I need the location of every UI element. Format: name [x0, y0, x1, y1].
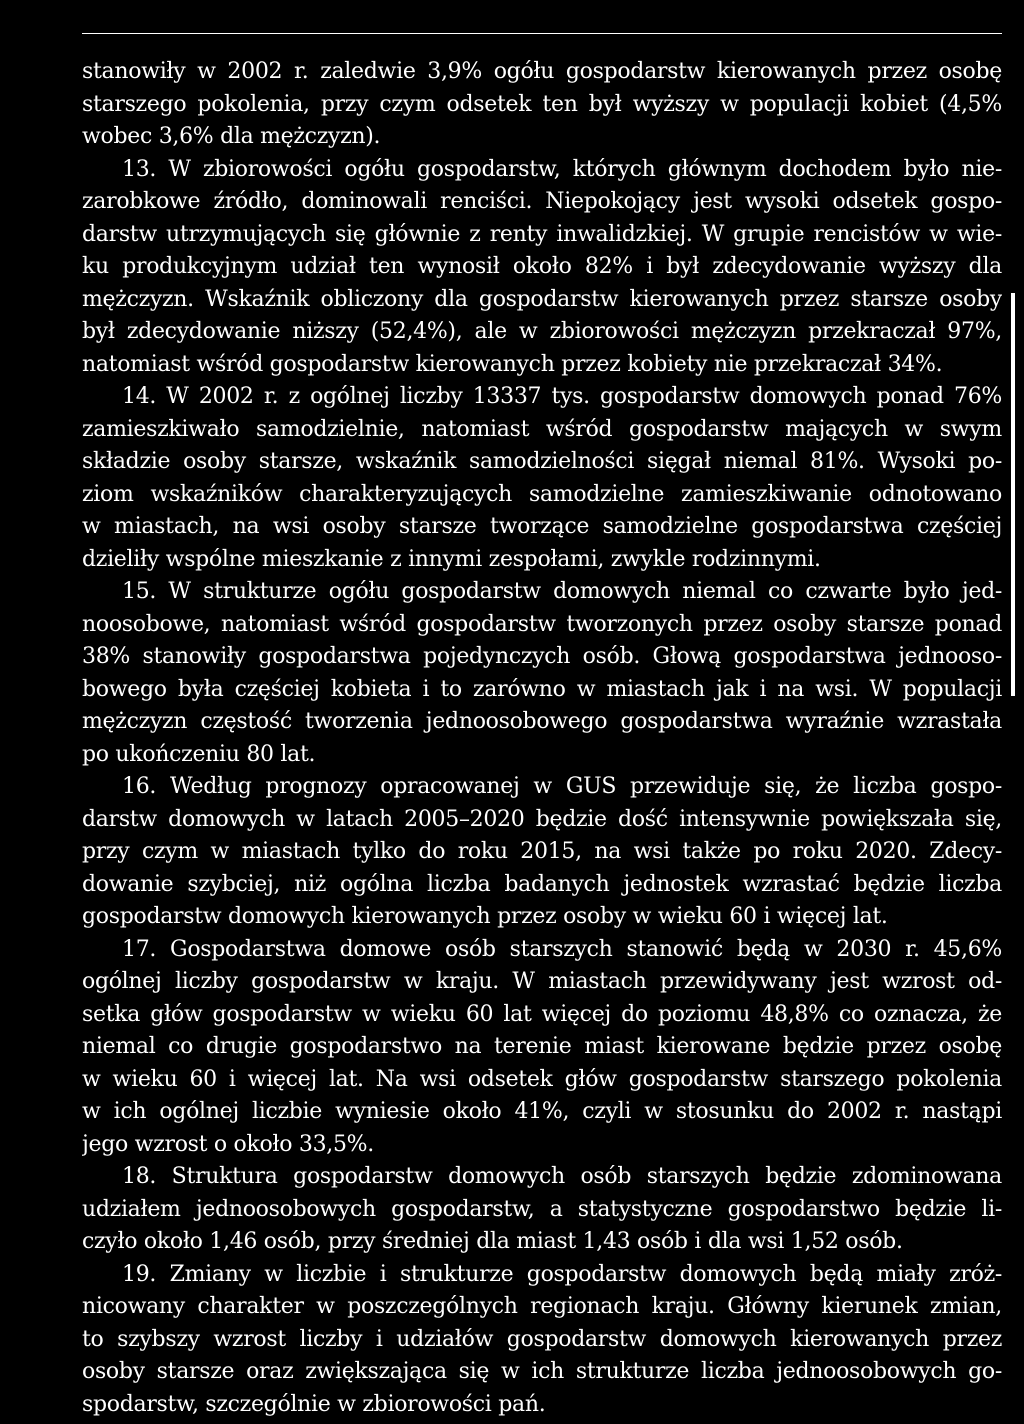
text-line: 13. W zbiorowości ogółu gospodarstw, których głównym dochodem było nie- — [122, 156, 1002, 182]
text-line: w ich ogólnej liczbie wyniesie około 41%, czyli w stosunku do 2002 r. nastąpi — [82, 1099, 1002, 1124]
text-line: ziom wskaźników charakteryzujących samodzielne zamieszkiwanie odnotowano — [82, 481, 1002, 507]
text-line: dowanie szybciej, niż ogólna liczba badanych jednostek wzrastać będzie liczba — [82, 871, 1002, 897]
text-line: osoby starsze oraz zwiększająca się w ich strukturze liczba jednoosobowych go- — [82, 1359, 1002, 1384]
text-line: starszego pokolenia, przy czym odsetek ten był wyższy w populacji kobiet (4,5% — [82, 91, 1002, 117]
top-rule — [82, 33, 1002, 34]
text-line: w wieku 60 i więcej lat. Na wsi odsetek głów gospodarstw starszego pokolenia — [82, 1066, 1002, 1092]
text-line: po ukończeniu 80 lat. — [82, 741, 316, 767]
text-line: dzieliły wspólne mieszkanie z innymi zespołami, zwykle rodzinnymi. — [82, 546, 821, 572]
text-line: natomiast wśród gospodarstw kierowanych przez kobiety nie przekraczał 34%. — [82, 351, 943, 377]
text-line: setka głów gospodarstw w wieku 60 lat więcej do poziomu 48,8% co oznacza, że — [82, 1001, 1002, 1027]
text-line: 18. Struktura gospodarstw domowych osób starszych będzie zdominowana — [122, 1164, 1002, 1189]
text-line: w miastach, na wsi osoby starsze tworzące samodzielne gospodarstwa częściej — [82, 514, 1002, 539]
text-line: mężczyzn częstość tworzenia jednoosobowego gospodarstwa wyraźnie wzrastała — [82, 709, 1002, 734]
text-line: 19. Zmiany w liczbie i strukturze gospodarstw domowych będą miały zróż- — [122, 1261, 1002, 1287]
text-line: noosobowe, natomiast wśród gospodarstw tworzonych przez osoby starsze ponad — [82, 611, 1002, 637]
text-line: 38% stanowiły gospodarstwa pojedynczych osób. Głową gospodarstwa jednooso- — [82, 644, 1002, 669]
text-line: darstw domowych w latach 2005–2020 będzie dość intensywnie powiększała się, — [82, 806, 1002, 832]
text-line: wobec 3,6% dla mężczyzn). — [82, 124, 381, 149]
margin-bar — [1011, 293, 1015, 696]
text-line: jego wzrost o około 33,5%. — [82, 1131, 374, 1157]
text-line: składzie osoby starsze, wskaźnik samodzielności sięgał niemal 81%. Wysoki po- — [82, 449, 1002, 474]
text-line: gospodarstw domowych kierowanych przez osoby w wieku 60 i więcej lat. — [82, 904, 888, 929]
text-line: stanowiły w 2002 r. zaledwie 3,9% ogółu gospodarstw kierowanych przez osobę — [82, 59, 1002, 84]
text-line: spodarstw, szczególnie w zbiorowości pań. — [82, 1391, 546, 1417]
text-line: był zdecydowanie niższy (52,4%), ale w zbiorowości mężczyzn przekraczał 97%, — [82, 319, 1002, 344]
text-line: 14. W 2002 r. z ogólnej liczby 13337 tys. gospodarstw domowych ponad 76% — [122, 384, 1002, 409]
text-line: to szybszy wzrost liczby i udziałów gospodarstw domowych kierowanych przez — [82, 1326, 1002, 1352]
text-line: ku produkcyjnym udział ten wynosił około 82% i był zdecydowanie wyższy dla — [82, 254, 1002, 279]
text-line: zarobkowe źródło, dominowali renciści. Niepokojący jest wysoki odsetek gospo- — [82, 189, 1002, 214]
text-line: 17. Gospodarstwa domowe osób starszych stanowić będą w 2030 r. 45,6% — [122, 936, 1002, 962]
text-line: ogólnej liczby gospodarstw w kraju. W miastach przewidywany jest wzrost od- — [82, 969, 1002, 994]
body-text — [82, 56, 1002, 1421]
text-line: nicowany charakter w poszczególnych regionach kraju. Główny kierunek zmian, — [82, 1294, 1002, 1319]
text-line: czyło około 1,46 osób, przy średniej dla miast 1,43 osób i dla wsi 1,52 osób. — [82, 1229, 903, 1254]
text-line: przy czym w miastach tylko do roku 2015, na wsi także po roku 2020. Zdecy- — [82, 839, 1002, 864]
text-line: udziałem jednoosobowych gospodarstw, a statystyczne gospodarstwo będzie li- — [82, 1196, 1002, 1222]
text-line: niemal co drugie gospodarstwo na terenie miast kierowane będzie przez osobę — [82, 1034, 1002, 1059]
text-line: darstw utrzymujących się głównie z renty inwalidzkiej. W grupie rencistów w wie- — [82, 221, 1002, 247]
text-line: zamieszkiwało samodzielnie, natomiast wśród gospodarstw mających w swym — [82, 416, 1002, 442]
text-line: 16. Według prognozy opracowanej w GUS przewiduje się, że liczba gospo- — [122, 774, 1002, 799]
text-line: 15. W strukturze ogółu gospodarstw domowych niemal co czwarte było jed- — [122, 579, 1002, 604]
text-line: bowego była częściej kobieta i to zarówno w miastach jak i na wsi. W populacji — [82, 676, 1002, 702]
text-line: mężczyzn. Wskaźnik obliczony dla gospodarstw kierowanych przez starsze osoby — [82, 286, 1002, 312]
